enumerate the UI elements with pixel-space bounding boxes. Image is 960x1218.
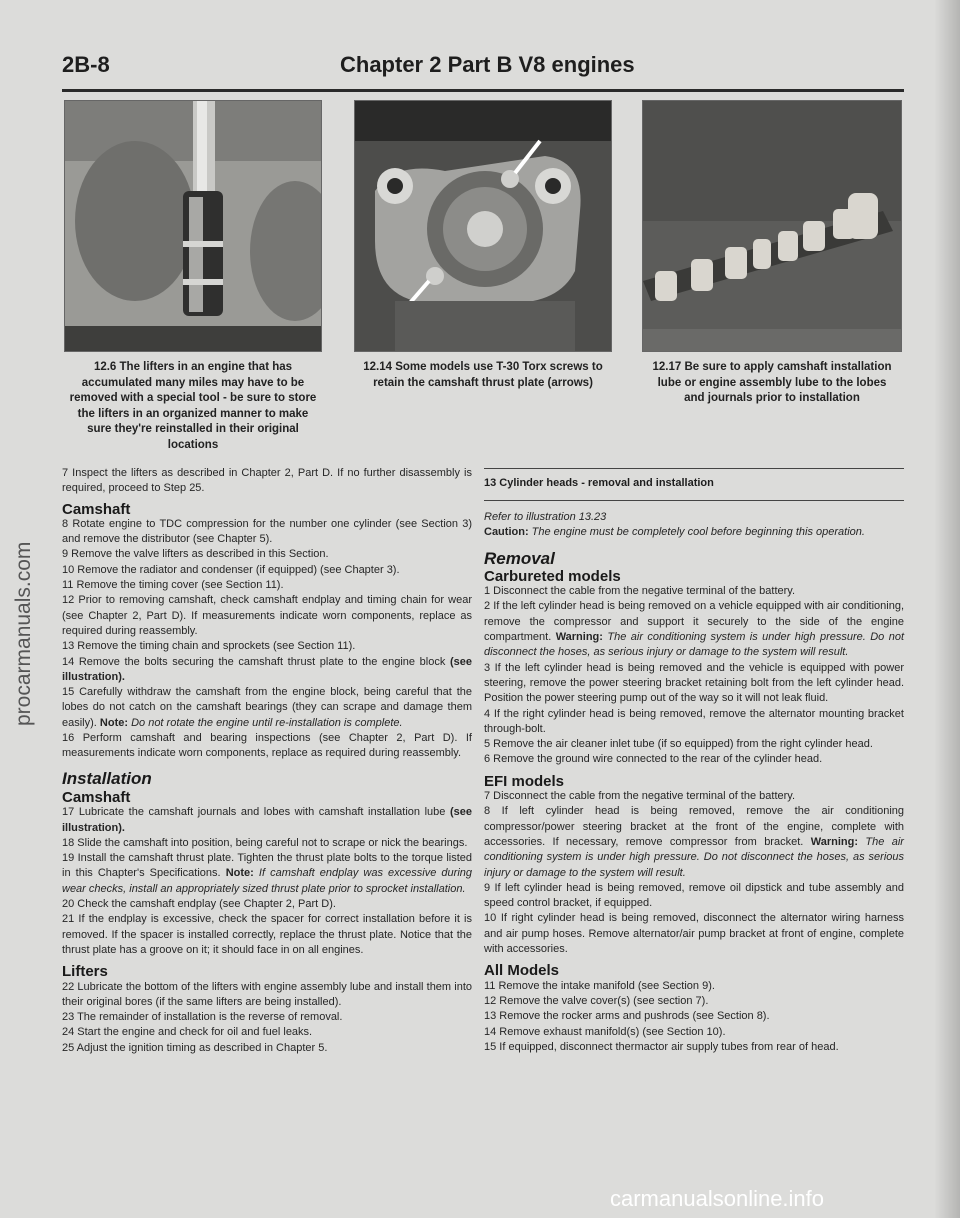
r-step-2-text: 2 If the left cylinder head is being removed on a vehicle equipped with air conditioning, remove the compressor and support it securely to the side of the engine compartment. [484, 600, 904, 644]
step-15 [62, 685, 472, 731]
step-25: 25 Adjust the ignition timing as described in Chapter 5. [62, 1041, 328, 1054]
r-step-5: 5 Remove the air cleaner inlet tube (if so equipped) from the right cylinder head. [484, 738, 873, 751]
step-12: 12 Prior to removing camshaft, check camshaft endplay and timing chain for wear (see Chapter 2, Part D). If measurements indicate worn components, replace as required during reassembly. [62, 594, 472, 637]
section-rule-top [484, 468, 904, 469]
step-10: 10 Remove the radiator and condenser (if equipped) (see Chapter 3). [62, 563, 400, 576]
camshaft-lube-photo-icon [643, 101, 902, 352]
step-9: 9 Remove the valve lifters as described in this Section. [62, 548, 329, 561]
left-watermark-text-icon [8, 490, 38, 730]
step-23: 23 The remainder of installation is the reverse of removal. [62, 1011, 343, 1024]
r-step-6: 6 Remove the ground wire connected to the rear of the cylinder head. [484, 753, 823, 766]
r-step-11: 11 Remove the intake manifold (see Section 9). [484, 979, 715, 992]
right-column [484, 510, 904, 1055]
refer-illustration: Refer to illustration 13.23 [484, 511, 607, 523]
step-17 [62, 805, 472, 836]
step-14-ref: (see illustration). [62, 655, 473, 683]
camshaft-heading: Camshaft [62, 500, 131, 518]
step-15-note: Do not rotate the engine until re-installation is complete. [131, 716, 403, 729]
step-15-text: 15 Carefully withdraw the camshaft from the engine block, being careful that the lobes do not catch on the camshaft bearings (they can scrape and damage them easily). [62, 686, 472, 729]
r-step-3: 3 If the left cylinder head is being removed and the vehicle is equipped with power steering, remove the power steering bracket retaining bolt from the left cylinder head. Position the power steering pump out of the way so it will not leak fluid. [484, 661, 904, 705]
step-19-text: 19 Install the camshaft thrust plate. Tighten the thrust plate bolts to the torque listed in this Chapter's Specifications. [62, 852, 472, 880]
r-step-8-text: 8 If left cylinder head is being removed, remove the air conditioning compressor/power steering bracket at the front of the engine, complete with accessories. If necessary, remove compressor from bracket. [484, 805, 904, 848]
r-step-13: 13 Remove the rocker arms and pushrods (see Section 8). [484, 1010, 770, 1023]
r-step-2-warning: The air conditioning system is under high pressure. Do not disconnect the hoses, as serious injury or damage to the system will result. [484, 631, 904, 659]
step-16: 16 Perform camshaft and bearing inspections (see Chapter 2, Part D). If measurements indicate worn components, replace as required during reassembly. [62, 732, 472, 760]
carbureted-heading: Carbureted models [484, 567, 621, 585]
all-models-heading: All Models [484, 962, 560, 980]
r-step-4: 4 If the right cylinder head is being removed, remove the alternator mounting bracket through-bolt. [484, 707, 904, 735]
step-17-ref: (see illustration). [62, 806, 472, 834]
chapter-title: Chapter 2 Part B V8 engines [340, 52, 635, 77]
step-17-text: 17 Lubricate the camshaft journals and lobes with camshaft installation lube [62, 806, 446, 819]
left-column [62, 466, 472, 1056]
step-19-note: If camshaft endplay was excessive during wear checks, install an appropriately sized thrust plate prior to sprocket installation. [62, 867, 473, 895]
efi-heading: EFI models [484, 772, 565, 790]
r-step-2 [484, 599, 904, 660]
step-7: 7 Inspect the lifters as described in Chapter 2, Part D. If no further disassembly is required, proceed to Step 25. [62, 467, 472, 495]
step-20: 20 Check the camshaft endplay (see Chapter 2, Part D). [62, 898, 336, 911]
step-19-note-label: Note: [225, 867, 254, 880]
r-step-8-warning: The air conditioning system is under high pressure. Do not disconnect the hoses, as serious injury or damage to the system will result. [484, 835, 904, 879]
installation-heading: Installation [62, 768, 152, 788]
page-header [62, 52, 904, 92]
engine-block-lifters-photo-icon [65, 101, 322, 352]
step-13: 13 Remove the timing chain and sprockets (see Section 11). [62, 640, 356, 653]
step-24: 24 Start the engine and check for oil and fuel leaks. [62, 1026, 313, 1039]
caution-text: The engine must be completely cool before beginning this operation. [531, 526, 865, 539]
r-step-2-warning-label: Warning: [555, 631, 603, 644]
figure-12-6-caption: 12.6 The lifters in an engine that has accumulated many miles may have to be removed with a special tool - be sure to store the lifters in an organized manner to make sure they're reinstalled in their original locations [69, 361, 317, 451]
caution [484, 525, 904, 540]
r-step-14: 14 Remove exhaust manifold(s) (see Section 10). [484, 1025, 726, 1038]
camshaft-thrust-plate-photo-icon [355, 101, 612, 352]
left-watermark [8, 490, 35, 730]
step-19 [62, 851, 472, 897]
step-15-note-label: Note: [99, 716, 129, 729]
r-step-7: 7 Disconnect the cable from the negative terminal of the battery. [484, 790, 796, 803]
page-edge-shadow [934, 0, 960, 1218]
step-14 [62, 655, 472, 686]
section-13-title: 13 Cylinder heads - removal and installation [484, 477, 714, 489]
camshaft-install-heading: Camshaft [62, 788, 131, 806]
step-18: 18 Slide the camshaft into position, being careful not to scrape or nick the bearings. [62, 836, 468, 849]
step-21: 21 If the endplay is excessive, check the spacer for correct installation before it is removed. If the spacer is installed correctly, replace the thrust plate. Notice that the thrust plate has a groove on it; it should face in on all engines. [62, 913, 472, 956]
figure-12-14-photo [354, 100, 612, 352]
figure-12-6-photo [64, 100, 322, 352]
r-step-12: 12 Remove the valve cover(s) (see section 7). [484, 994, 709, 1007]
lifters-heading: Lifters [62, 963, 108, 981]
step-14-text: 14 Remove the bolts securing the camshaft thrust plate to the engine block [62, 655, 446, 668]
r-step-8 [484, 804, 904, 880]
r-step-9: 9 If left cylinder head is being removed, remove oil dipstick and tube assembly and speed control bracket, if equipped. [484, 881, 904, 910]
bottom-watermark: carmanualsonline.info [610, 1186, 825, 1211]
r-step-8-warning-label: Warning: [810, 835, 858, 848]
figure-12-17-photo [642, 100, 902, 352]
page-number: 2B-8 [62, 52, 110, 77]
caution-label: Caution: [484, 526, 529, 539]
r-step-10: 10 If right cylinder head is being removed, disconnect the alternator wiring harness and air pump hoses. Remove alternator/air pump bracket at front of engine, complete with accessories. [484, 912, 904, 956]
section-rule-bottom [484, 500, 904, 501]
figure-12-14-caption: 12.14 Some models use T-30 Torx screws to retain the camshaft thrust plate (arrows) [363, 361, 603, 389]
removal-heading: Removal [484, 548, 555, 568]
r-step-15: 15 If equipped, disconnect thermactor air supply tubes from rear of head. [484, 1040, 839, 1053]
step-8: 8 Rotate engine to TDC compression for the number one cylinder (see Section 3) and remove the distributor (see Chapter 5). [62, 517, 472, 546]
figure-12-17-caption: 12.17 Be sure to apply camshaft installation lube or engine assembly lube to the lobes and journals prior to installation [652, 361, 892, 404]
step-22: 22 Lubricate the bottom of the lifters with engine assembly lube and install them into their original bores (if the same lifters are being installed). [62, 980, 472, 1008]
left-watermark-text: procarmanuals.com [12, 541, 35, 726]
step-11: 11 Remove the timing cover (see Section 11). [62, 579, 284, 592]
r-step-1: 1 Disconnect the cable from the negative terminal of the battery. [484, 585, 796, 598]
